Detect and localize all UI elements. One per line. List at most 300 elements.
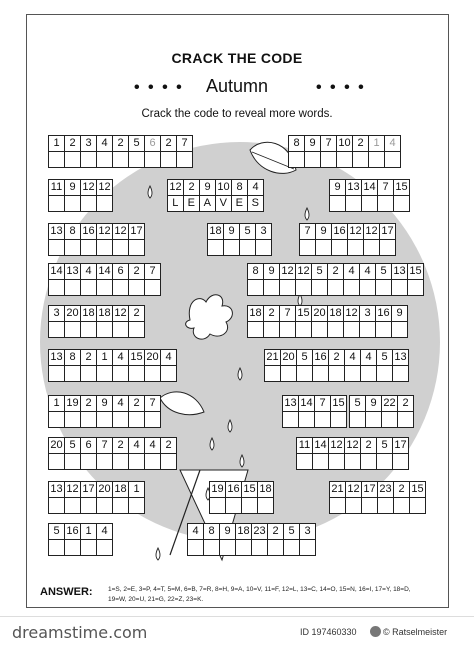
code-number-cell: 18 — [96, 305, 113, 322]
code-number-cell: 4 — [160, 349, 177, 366]
code-number-cell: 15 — [407, 263, 424, 280]
code-number-cell: 8 — [203, 523, 220, 540]
code-number-cell: 14 — [361, 179, 378, 196]
answer-cell — [64, 195, 81, 212]
answer-cell — [363, 239, 380, 256]
answer-cell — [376, 365, 393, 382]
code-number-cell: 7 — [176, 135, 193, 152]
answer-cell — [299, 539, 316, 556]
code-number-line — [49, 350, 177, 366]
answer-cell — [239, 239, 256, 256]
code-number-cell: 5 — [128, 135, 145, 152]
code-number-cell: 9 — [199, 179, 216, 196]
code-number-cell: 9 — [315, 223, 332, 240]
code-number-cell: 12 — [167, 179, 184, 196]
code-number-cell: 9 — [223, 223, 240, 240]
code-number-cell: 12 — [363, 223, 380, 240]
code-number-line — [49, 224, 145, 240]
answer-key — [108, 585, 428, 605]
answer-key-line-1: 1=S, 2=E, 3=P, 4=T, 5=M, 6=B, 7=R, 8=H, 9=A, 10=V, 11=F, 12=L, 13=C, 14=O, 15=N, 16=I, 17=Y, 18=D, — [108, 586, 411, 593]
solved-letter-cell: E — [231, 195, 248, 212]
answer-line — [49, 412, 161, 428]
code-number-line — [297, 438, 409, 454]
code-number-cell: 13 — [345, 179, 362, 196]
answer-line — [210, 498, 274, 514]
code-number-cell: 16 — [312, 349, 329, 366]
answer-line — [330, 196, 410, 212]
code-number-cell: 2 — [112, 135, 129, 152]
answer-cell — [176, 151, 193, 168]
answer-cell — [359, 321, 376, 338]
answer-cell — [344, 365, 361, 382]
answer-cell — [48, 151, 65, 168]
answer-cell — [311, 279, 328, 296]
answer-cell — [393, 497, 410, 514]
code-number-cell: 8 — [231, 179, 248, 196]
answer-line — [283, 412, 347, 428]
answer-line — [49, 280, 161, 296]
answer-cell — [96, 539, 113, 556]
code-number-cell: 4 — [112, 349, 129, 366]
answer-cell — [299, 239, 316, 256]
code-group-right — [300, 224, 396, 256]
answer-cell — [207, 239, 224, 256]
answer-line — [49, 540, 113, 556]
code-group-right — [297, 438, 409, 470]
answer-cell — [392, 365, 409, 382]
code-number-line — [289, 136, 401, 152]
answer-cell — [144, 453, 161, 470]
dots-left: • • • • — [134, 79, 184, 96]
answer-cell — [112, 279, 129, 296]
code-number-cell: 9 — [263, 263, 280, 280]
answer-cell — [160, 453, 177, 470]
code-number-cell: 18 — [80, 305, 97, 322]
code-group-right — [248, 264, 424, 296]
code-number-cell: 2 — [393, 481, 410, 498]
answer-cell — [361, 195, 378, 212]
code-number-cell: 4 — [187, 523, 204, 540]
answer-cell — [48, 539, 65, 556]
code-number-cell: 9 — [329, 179, 346, 196]
answer-line — [297, 454, 409, 470]
code-number-cell: 4 — [360, 349, 377, 366]
answer-line — [289, 152, 401, 168]
code-number-cell: 12 — [347, 223, 364, 240]
answer-cell — [368, 151, 385, 168]
answer-cell — [96, 239, 113, 256]
code-number-cell: 3 — [359, 305, 376, 322]
answer-cell — [112, 497, 129, 514]
code-number-cell: 2 — [160, 437, 177, 454]
answer-cell — [312, 453, 329, 470]
code-number-cell: 1 — [368, 135, 385, 152]
answer-cell — [298, 411, 315, 428]
answer-cell — [235, 539, 252, 556]
code-number-cell: 18 — [112, 481, 129, 498]
code-number-line — [188, 524, 316, 540]
code-number-cell: 2 — [128, 395, 145, 412]
answer-cell — [296, 365, 313, 382]
answer-cell — [223, 239, 240, 256]
code-number-line — [350, 396, 414, 412]
answer-cell — [96, 497, 113, 514]
code-number-cell: 6 — [112, 263, 129, 280]
answer-cell — [64, 151, 81, 168]
answer-cell — [283, 539, 300, 556]
code-number-cell: 8 — [288, 135, 305, 152]
answer-cell — [295, 321, 312, 338]
code-number-cell: 12 — [80, 179, 97, 196]
code-group-right — [289, 136, 401, 168]
answer-cell — [96, 453, 113, 470]
answer-cell — [263, 279, 280, 296]
answer-line — [49, 240, 145, 256]
answer-cell — [80, 279, 97, 296]
code-number-line — [49, 180, 113, 196]
answer-cell — [330, 411, 347, 428]
answer-cell — [96, 195, 113, 212]
code-number-cell: 23 — [377, 481, 394, 498]
code-number-cell: 3 — [299, 523, 316, 540]
answer-cell — [144, 365, 161, 382]
answer-cell — [336, 151, 353, 168]
code-number-cell: 13 — [48, 481, 65, 498]
answer-cell — [187, 539, 204, 556]
code-number-cell: 14 — [298, 395, 315, 412]
code-number-cell: 13 — [392, 349, 409, 366]
answer-cell — [80, 239, 97, 256]
code-number-cell: 5 — [283, 523, 300, 540]
answer-cell — [128, 239, 145, 256]
answer-line — [300, 240, 396, 256]
code-number-cell: 4 — [384, 135, 401, 152]
code-number-cell: 5 — [64, 437, 81, 454]
answer-cell — [219, 539, 236, 556]
code-number-cell: 21 — [264, 349, 281, 366]
solved-letter-cell: A — [199, 195, 216, 212]
code-number-cell: 15 — [409, 481, 426, 498]
code-number-cell: 4 — [112, 395, 129, 412]
code-number-cell: 12 — [295, 263, 312, 280]
answer-cell — [80, 195, 97, 212]
solved-letter-cell: L — [167, 195, 184, 212]
answer-cell — [48, 411, 65, 428]
code-number-cell: 12 — [345, 481, 362, 498]
code-number-cell: 3 — [48, 305, 65, 322]
code-number-cell: 9 — [64, 179, 81, 196]
answer-cell — [392, 453, 409, 470]
code-number-cell: 2 — [112, 437, 129, 454]
subtitle-row — [0, 76, 474, 100]
code-group-middle — [210, 482, 274, 514]
author-icon — [370, 626, 381, 637]
brand-logo: dreamstime.com — [12, 623, 148, 642]
code-number-line — [49, 396, 161, 412]
code-number-cell: 13 — [48, 223, 65, 240]
image-id: ID 197460330 — [300, 627, 357, 637]
code-number-line — [208, 224, 272, 240]
answer-cell — [96, 365, 113, 382]
code-number-cell: 20 — [48, 437, 65, 454]
code-number-cell: 10 — [336, 135, 353, 152]
code-number-cell: 18 — [207, 223, 224, 240]
code-group-middle — [188, 524, 316, 556]
answer-cell — [64, 279, 81, 296]
code-number-cell: 5 — [349, 395, 366, 412]
code-number-cell: 8 — [64, 349, 81, 366]
code-number-cell: 8 — [64, 223, 81, 240]
answer-cell — [48, 497, 65, 514]
code-number-cell: 1 — [80, 523, 97, 540]
answer-cell — [96, 279, 113, 296]
code-number-cell: 22 — [381, 395, 398, 412]
code-number-cell: 15 — [241, 481, 258, 498]
answer-cell — [96, 151, 113, 168]
answer-cell — [255, 239, 272, 256]
code-number-line — [330, 180, 410, 196]
answer-cell — [360, 453, 377, 470]
answer-cell — [203, 539, 220, 556]
code-number-cell: 12 — [343, 305, 360, 322]
answer-cell — [112, 321, 129, 338]
code-number-cell: 18 — [247, 305, 264, 322]
code-group-left — [49, 180, 113, 212]
code-number-cell: 1 — [48, 395, 65, 412]
code-number-cell: 2 — [80, 349, 97, 366]
answer-cell — [377, 195, 394, 212]
answer-cell — [112, 239, 129, 256]
code-group-right — [265, 350, 409, 382]
code-group-middle — [283, 396, 347, 428]
answer-cell — [409, 497, 426, 514]
answer-cell — [296, 453, 313, 470]
code-number-cell: 15 — [393, 179, 410, 196]
code-number-cell: 2 — [160, 135, 177, 152]
answer-cell — [352, 151, 369, 168]
code-number-cell: 2 — [360, 437, 377, 454]
answer-cell — [329, 195, 346, 212]
code-number-cell: 2 — [80, 395, 97, 412]
answer-cell — [64, 453, 81, 470]
code-group-right — [350, 396, 414, 428]
code-group-left — [49, 350, 177, 382]
code-number-cell: 5 — [296, 349, 313, 366]
answer-cell — [144, 151, 161, 168]
code-group-middle — [168, 180, 264, 212]
code-number-line — [49, 438, 177, 454]
answer-cell — [375, 321, 392, 338]
code-number-cell: 9 — [304, 135, 321, 152]
answer-line — [248, 280, 424, 296]
answer-cell — [112, 151, 129, 168]
answer-cell — [329, 497, 346, 514]
answer-line — [188, 540, 316, 556]
code-group-right — [248, 306, 408, 338]
code-number-cell: 20 — [96, 481, 113, 498]
answer-cell — [96, 321, 113, 338]
answer-cell — [247, 279, 264, 296]
code-number-cell: 4 — [80, 263, 97, 280]
answer-cell — [365, 411, 382, 428]
solved-letter-cell: V — [215, 195, 232, 212]
answer-cell — [144, 411, 161, 428]
code-group-left — [49, 136, 193, 168]
code-number-line — [210, 482, 274, 498]
answer-cell — [64, 239, 81, 256]
code-number-cell: 7 — [377, 179, 394, 196]
code-number-cell: 9 — [365, 395, 382, 412]
code-number-cell: 13 — [48, 349, 65, 366]
code-number-cell: 14 — [48, 263, 65, 280]
answer-cell — [80, 539, 97, 556]
answer-cell — [160, 365, 177, 382]
code-number-cell: 7 — [279, 305, 296, 322]
code-number-cell: 5 — [376, 437, 393, 454]
code-number-cell: 9 — [96, 395, 113, 412]
answer-key-line-2: 19=W, 20=U, 21=G, 22=Z, 23=K. — [108, 596, 204, 603]
answer-cell — [264, 365, 281, 382]
code-number-cell: 1 — [96, 349, 113, 366]
code-number-cell: 12 — [96, 223, 113, 240]
answer-cell — [112, 411, 129, 428]
code-number-cell: 17 — [128, 223, 145, 240]
code-number-cell: 16 — [225, 481, 242, 498]
code-number-cell: 2 — [397, 395, 414, 412]
code-number-cell: 17 — [379, 223, 396, 240]
answer-cell — [397, 411, 414, 428]
answer-cell — [209, 497, 226, 514]
answer-cell — [280, 365, 297, 382]
answer-line — [49, 454, 177, 470]
code-number-line — [49, 136, 193, 152]
code-group-left — [49, 264, 161, 296]
code-number-cell: 7 — [144, 263, 161, 280]
answer-cell — [288, 151, 305, 168]
code-number-cell: 4 — [247, 179, 264, 196]
answer-line — [330, 498, 426, 514]
page-title: CRACK THE CODE — [171, 50, 303, 66]
code-number-cell: 4 — [359, 263, 376, 280]
answer-cell — [327, 279, 344, 296]
code-number-cell: 11 — [48, 179, 65, 196]
answer-cell — [295, 279, 312, 296]
code-number-cell: 1 — [128, 481, 145, 498]
code-number-cell: 16 — [80, 223, 97, 240]
code-number-cell: 16 — [331, 223, 348, 240]
code-number-cell: 20 — [144, 349, 161, 366]
code-number-cell: 12 — [279, 263, 296, 280]
answer-cell — [343, 321, 360, 338]
answer-cell — [345, 497, 362, 514]
answer-cell — [327, 321, 344, 338]
answer-cell — [377, 497, 394, 514]
code-number-cell: 2 — [328, 349, 345, 366]
answer-cell — [241, 497, 258, 514]
code-number-cell: 15 — [128, 349, 145, 366]
answer-cell — [304, 151, 321, 168]
answer-line — [208, 240, 272, 256]
code-number-cell: 2 — [267, 523, 284, 540]
code-number-cell: 12 — [64, 481, 81, 498]
code-number-cell: 5 — [239, 223, 256, 240]
code-number-cell: 12 — [328, 437, 345, 454]
code-number-line — [49, 524, 113, 540]
answer-cell — [128, 497, 145, 514]
answer-cell — [349, 411, 366, 428]
answer-cell — [48, 279, 65, 296]
code-group-left — [49, 306, 145, 338]
code-number-cell: 6 — [80, 437, 97, 454]
answer-cell — [48, 239, 65, 256]
code-number-cell: 15 — [295, 305, 312, 322]
answer-cell — [48, 365, 65, 382]
code-group-left — [49, 224, 145, 256]
answer-line — [168, 196, 264, 212]
code-number-cell: 12 — [112, 305, 129, 322]
code-number-cell: 2 — [327, 263, 344, 280]
answer-cell — [320, 151, 337, 168]
answer-cell — [263, 321, 280, 338]
code-number-cell: 4 — [96, 523, 113, 540]
code-number-cell: 15 — [330, 395, 347, 412]
code-number-cell: 13 — [391, 263, 408, 280]
code-number-cell: 10 — [215, 179, 232, 196]
answer-cell — [347, 239, 364, 256]
code-number-cell: 8 — [247, 263, 264, 280]
code-number-cell: 17 — [361, 481, 378, 498]
answer-cell — [48, 321, 65, 338]
code-number-cell: 12 — [344, 437, 361, 454]
answer-line — [49, 322, 145, 338]
watermark-footer — [0, 616, 474, 649]
answer-cell — [279, 279, 296, 296]
code-number-cell: 9 — [219, 523, 236, 540]
answer-cell — [328, 365, 345, 382]
answer-cell — [393, 195, 410, 212]
answer-cell — [279, 321, 296, 338]
answer-line — [49, 152, 193, 168]
answer-cell — [112, 453, 129, 470]
answer-cell — [48, 453, 65, 470]
answer-cell — [312, 365, 329, 382]
answer-cell — [112, 365, 129, 382]
code-number-line — [265, 350, 409, 366]
solved-letter-cell: E — [183, 195, 200, 212]
code-number-cell: 13 — [64, 263, 81, 280]
code-number-cell: 4 — [96, 135, 113, 152]
code-number-cell: 7 — [144, 395, 161, 412]
code-group-left — [49, 524, 113, 556]
code-number-cell: 13 — [282, 395, 299, 412]
code-number-cell: 21 — [329, 481, 346, 498]
answer-cell — [314, 411, 331, 428]
code-number-cell: 16 — [64, 523, 81, 540]
author-credit: © Ratselmeister — [383, 627, 448, 637]
code-number-cell: 2 — [128, 263, 145, 280]
code-number-cell: 6 — [144, 135, 161, 152]
code-number-cell: 17 — [80, 481, 97, 498]
answer-cell — [160, 151, 177, 168]
code-number-line — [300, 224, 396, 240]
answer-cell — [128, 411, 145, 428]
answer-cell — [128, 279, 145, 296]
code-number-line — [49, 264, 161, 280]
answer-cell — [257, 497, 274, 514]
answer-cell — [391, 279, 408, 296]
answer-cell — [384, 151, 401, 168]
answer-cell — [48, 195, 65, 212]
